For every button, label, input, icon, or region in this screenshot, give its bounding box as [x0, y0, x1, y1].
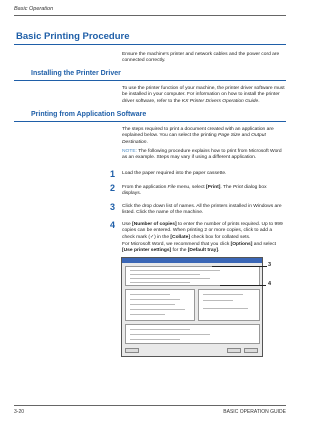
print-dialog-screenshot: [121, 257, 263, 357]
printer-panel: [125, 266, 260, 286]
step-number: 2: [110, 183, 116, 193]
callout-number: 4: [268, 281, 272, 287]
step-text: From the application File menu, select [Print]. The Print dialog box displays.: [122, 185, 267, 197]
step-4-recommendation: For Microsoft Word, we recommend that you click [Options] and select [Use printer settings] for the [Default tray].: [122, 242, 277, 254]
callout-number: 3: [268, 262, 272, 268]
page-range-panel: [125, 289, 195, 321]
page-title: Basic Printing Procedure: [16, 31, 130, 42]
running-header: Basic Operation: [14, 6, 54, 12]
header-rule: [14, 15, 286, 16]
page-number: 3-20: [14, 409, 25, 415]
title-rule: [14, 44, 286, 45]
dialog-title-bar: [122, 258, 262, 263]
step-text: Load the paper required into the paper cassette.: [122, 171, 227, 176]
zoom-panel: [125, 324, 260, 344]
step-number: 3: [110, 202, 116, 212]
step-number: 4: [110, 220, 116, 230]
guide-title: BASIC OPERATION GUIDE: [223, 409, 286, 415]
section-installing-text: To use the printer function of your machine, the printer driver software must be installed in your computer. For information on how to install the printer driver software, refer to the KX Printer Drivers Operation Guide.: [122, 86, 285, 104]
step-text: Click the drop down list of names. All the printers installed in Windows are listed. Click the name of the machine.: [122, 204, 282, 216]
step-text: Use [Number of copies] to enter the number of prints required. Up to 999 copies can be entered. When printing 2 or more copies, click to add a check mark (✓) in the [Collate] check box for collated sets.: [122, 222, 283, 240]
callout-line: [212, 266, 267, 267]
section-rule: [14, 121, 286, 122]
section-rule: [14, 80, 286, 81]
options-button: [125, 348, 139, 353]
intro-text: Ensure the machine's printer and network cables and the power cord are connected correctly.: [122, 52, 280, 64]
section-printing-text: The steps required to print a document created with an application are explained below. You can select the printing Page Size and Output Destination.: [122, 127, 274, 145]
footer-rule: [14, 405, 286, 406]
callout-line: [220, 285, 266, 286]
copies-panel: [198, 289, 260, 321]
note-text: NOTE: The following procedure explains how to print from Microsoft Word as an example. Steps may vary if using a different application.: [122, 149, 282, 161]
section-heading-printing: Printing from Application Software: [31, 111, 147, 118]
section-heading-installing: Installing the Printer Driver: [31, 70, 121, 77]
cancel-button: [244, 348, 258, 353]
step-number: 1: [110, 169, 116, 179]
ok-button: [227, 348, 241, 353]
